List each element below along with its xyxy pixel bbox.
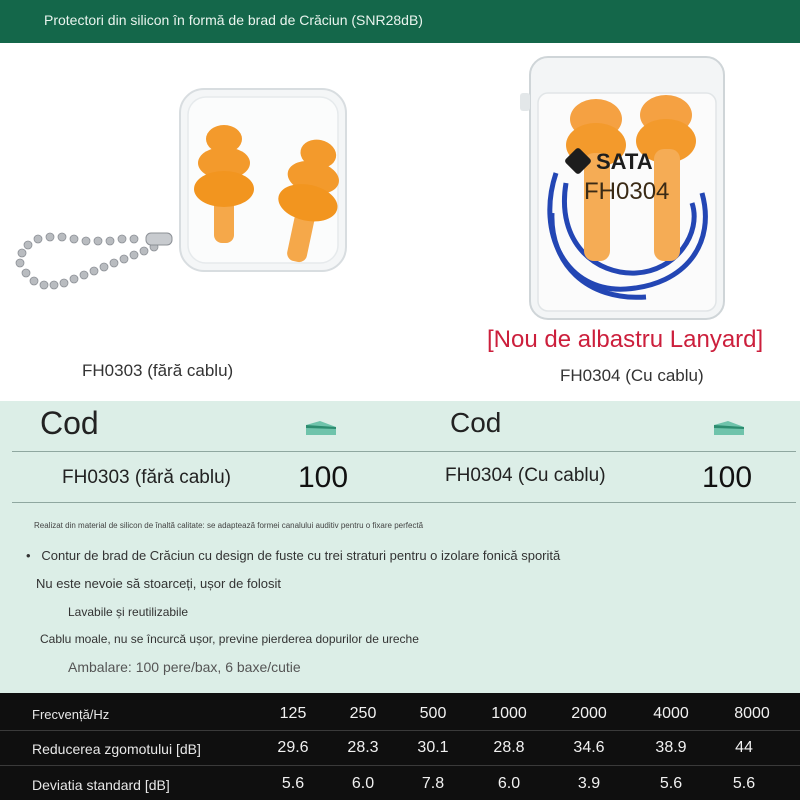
table-divider (12, 451, 796, 452)
table-cell: 500 (419, 705, 447, 722)
table-row (0, 771, 800, 800)
table-cell: 28.3 (347, 739, 379, 756)
fh0303-quantity-cell: 100 (298, 461, 349, 494)
row-label: Frecvență/Hz (32, 707, 110, 722)
table-cell: 250 (349, 705, 377, 722)
fh0304-caption: FH0304 (Cu cablu) (560, 366, 704, 385)
table-divider (12, 502, 796, 503)
fh0303-caption: FH0303 (fără cablu) (82, 361, 234, 380)
table-cell: 1000 (491, 705, 527, 722)
table-cell: 29.6 (277, 739, 309, 756)
fh0304-quantity-cell: 100 (702, 461, 753, 494)
fh0304-code-cell: FH0304 (Cu cablu) (445, 465, 606, 486)
fh0303-product-image (150, 83, 350, 295)
code-quantity-section (0, 401, 800, 693)
table-cell: 30.1 (417, 739, 449, 756)
row-label: Reducerea zgomotului [dB] (32, 741, 201, 757)
table-row (0, 735, 800, 767)
page-title: Protectori din silicon în formă de brad de Crăciun (SNR28dB) (44, 12, 423, 28)
feature-item: Lavabile și reutilizabile (68, 605, 189, 619)
table-cell: 5.6 (281, 775, 305, 792)
table-cell: 5.6 (732, 775, 756, 792)
table-cell: 6.0 (497, 775, 521, 792)
feature-item: • Contur de brad de Crăciun cu design de fuste cu trei straturi pentru o izolare fonică sporită (26, 548, 561, 563)
box-tag-icon (712, 419, 746, 437)
table-cell: 38.9 (655, 739, 687, 756)
sata-logo-text: SATA (596, 149, 653, 174)
feature-item: Cablu moale, nu se încurcă ușor, previne pierderea dopurilor de ureche (40, 632, 419, 646)
table-cell: 44 (735, 739, 753, 756)
feature-item: Realizat din material de silicon de înaltă calitate: se adaptează formei canalului auditiv pentru o fixare perfectă (34, 521, 424, 530)
feature-text: Contur de brad de Crăciun cu design de fuste cu trei straturi pentru o izolare fonică sporită (41, 548, 561, 563)
table-divider (0, 730, 800, 731)
table-cell: 34.6 (573, 739, 605, 756)
header-banner (0, 0, 800, 43)
box-tag-icon (304, 419, 338, 437)
table-cell: 28.8 (493, 739, 525, 756)
table-cell: 6.0 (351, 775, 375, 792)
product-model-print: FH0304 (584, 178, 670, 205)
table-cell: 3.9 (577, 775, 601, 792)
table-cell: 8000 (734, 705, 770, 722)
new-lanyard-promo: [Nou de albastru Lanyard] (487, 326, 764, 353)
feature-item: Ambalare: 100 pere/bax, 6 baxe/cutie (68, 659, 301, 675)
row-label: Deviatia standard [dB] (32, 777, 170, 793)
code-header-right: Cod (450, 407, 502, 438)
table-cell: 125 (279, 705, 307, 722)
feature-item: Nu este nevoie să stoarceți, ușor de folosit (36, 576, 281, 591)
fh0304-product-image (516, 53, 734, 323)
attenuation-spec-table (0, 693, 800, 800)
table-cell: 7.8 (421, 775, 445, 792)
bead-chain-icon (10, 213, 180, 323)
table-cell: 4000 (653, 705, 689, 722)
product-gallery (0, 43, 800, 401)
table-divider (0, 765, 800, 766)
code-header-left: Cod (40, 405, 99, 441)
table-cell: 2000 (571, 705, 607, 722)
fh0303-code-cell: FH0303 (fără cablu) (62, 467, 231, 488)
table-row (0, 701, 800, 733)
table-cell: 5.6 (659, 775, 683, 792)
